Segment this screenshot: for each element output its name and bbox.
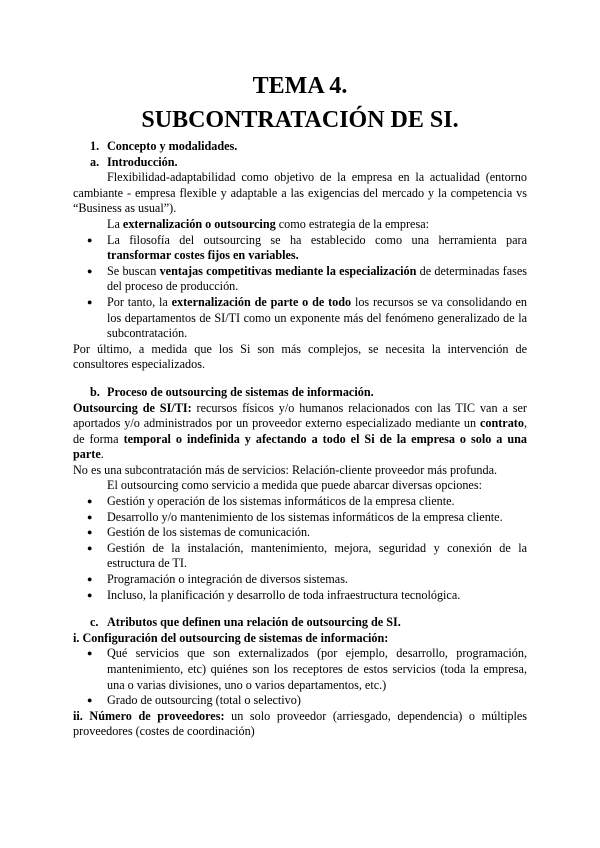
- service-bullet-list: [73, 494, 527, 603]
- document-body: [73, 139, 527, 740]
- subsection-b-number: b.: [90, 384, 100, 399]
- externalization-line: [73, 217, 527, 233]
- subsection-a-title: Introducción.: [107, 154, 178, 169]
- definition-paragraph: [73, 401, 527, 463]
- list-item: [73, 295, 527, 342]
- ext-bold: externalización o outsourcing: [122, 216, 276, 231]
- subsection-b-heading: [73, 385, 527, 401]
- page-title: TEMA 4.: [252, 73, 348, 99]
- providers-text: un solo proveedor (arriesgado, dependencia) o múltiples proveedores (costes de coordinación): [73, 708, 527, 739]
- b2-bold: ventajas competitivas mediante la especialización: [159, 263, 417, 278]
- subsection-c-number: c.: [90, 615, 99, 630]
- list-item: ● Gestión de la instalación, mantenimiento, mejora, seguridad y conexión de la estructura de TI.: [73, 541, 527, 572]
- def-text-3: .: [100, 447, 104, 462]
- providers-paragraph: [73, 709, 527, 740]
- not-subcontracting-line: No es una subcontratación más de servicios: Relación-cliente proveedor más profunda.: [73, 462, 498, 477]
- list-item: ● Grado de outsourcing (total o selectivo): [73, 693, 527, 709]
- b3-bold: externalización de parte o de todo: [171, 294, 352, 309]
- service-line: El outsourcing como servicio a medida que puede abarcar diversas opciones:: [107, 478, 482, 493]
- b3-pre: Por tanto, la: [107, 294, 172, 309]
- definition-label: Outsourcing de SI/TI:: [73, 400, 192, 415]
- spacer: [73, 373, 527, 385]
- section-1-heading: [73, 139, 527, 155]
- section-1-number: 1.: [90, 139, 100, 153]
- subsection-a-heading: [73, 155, 527, 171]
- list-item: ● Programación o integración de diversos sistemas.: [73, 572, 527, 588]
- subsection-b-title: Proceso de outsourcing de sistemas de información.: [107, 384, 374, 399]
- providers-label: ii. Número de proveedores:: [73, 708, 225, 723]
- b1-bold: transformar costes fijos en variables.: [107, 248, 299, 263]
- b1-pre: La filosofía del outsourcing se ha establecido como una herramienta para: [107, 232, 527, 247]
- def-text-1: recursos físicos y/o humanos relacionados con las TIC van a ser aportados y/o administrados por un proveedor externo especializado mediante un: [73, 400, 527, 431]
- list-item: ● Gestión de los sistemas de comunicación.: [73, 525, 527, 541]
- def-bold-2: temporal o indefinida y afectando a todo el Si de la empresa o solo a una parte: [73, 431, 527, 462]
- list-item: ● Qué servicios que son externalizados (por ejemplo, desarrollo, programación, mantenimiento, etc) quiénes son los receptores de estos servicios (toda la empresa, una o varias divisiones, uno o varios departamentos, etc.): [73, 646, 527, 693]
- ext-pre: La: [107, 216, 123, 231]
- list-item: [73, 233, 527, 264]
- closing-paragraph: Por último, a medida que los Si son más complejos, se necesita la intervención de consultores especializados.: [73, 341, 527, 372]
- def-text-2: , de forma: [73, 416, 527, 446]
- list-item: ● Desarrollo y/o mantenimiento de los sistemas informáticos de la empresa cliente.: [73, 510, 527, 526]
- list-item: [73, 264, 527, 295]
- b2-pre: Se buscan: [107, 263, 160, 278]
- spacer: [73, 603, 527, 615]
- subsection-c-heading: [73, 615, 527, 631]
- ext-post: como estrategia de la empresa:: [275, 216, 429, 231]
- b3-post: los recursos se va consolidando en los departamentos de SI/TI como un exponente más del fenómeno generalizado de la subcontratación.: [107, 294, 528, 341]
- intro-bullet-list: [73, 233, 527, 342]
- config-bullet-list: [73, 646, 527, 708]
- subsection-c-title: Atributos que definen una relación de outsourcing de SI.: [107, 615, 401, 630]
- subsection-i-heading: i. Configuración del outsourcing de sistemas de información:: [73, 630, 389, 645]
- subsection-a-number: a.: [90, 154, 100, 169]
- list-item: ● Incluso, la planificación y desarrollo de toda infraestructura tecnológica.: [73, 588, 527, 604]
- def-bold-1: contrato: [479, 416, 524, 431]
- section-1-title: Concepto y modalidades.: [107, 139, 238, 153]
- list-item: ● Gestión y operación de los sistemas informáticos de la empresa cliente.: [73, 494, 527, 510]
- b2-post: de determinadas fases del proceso de producción.: [107, 263, 527, 294]
- intro-paragraph: Flexibilidad-adaptabilidad como objetivo de la empresa en la actualidad (entorno cambiante - empresa flexible y adaptable a las exigencias del mercado y la competencia vs “Business as usual”).: [73, 170, 527, 216]
- page-subtitle: SUBCONTRATACIÓN DE SI.: [141, 107, 459, 133]
